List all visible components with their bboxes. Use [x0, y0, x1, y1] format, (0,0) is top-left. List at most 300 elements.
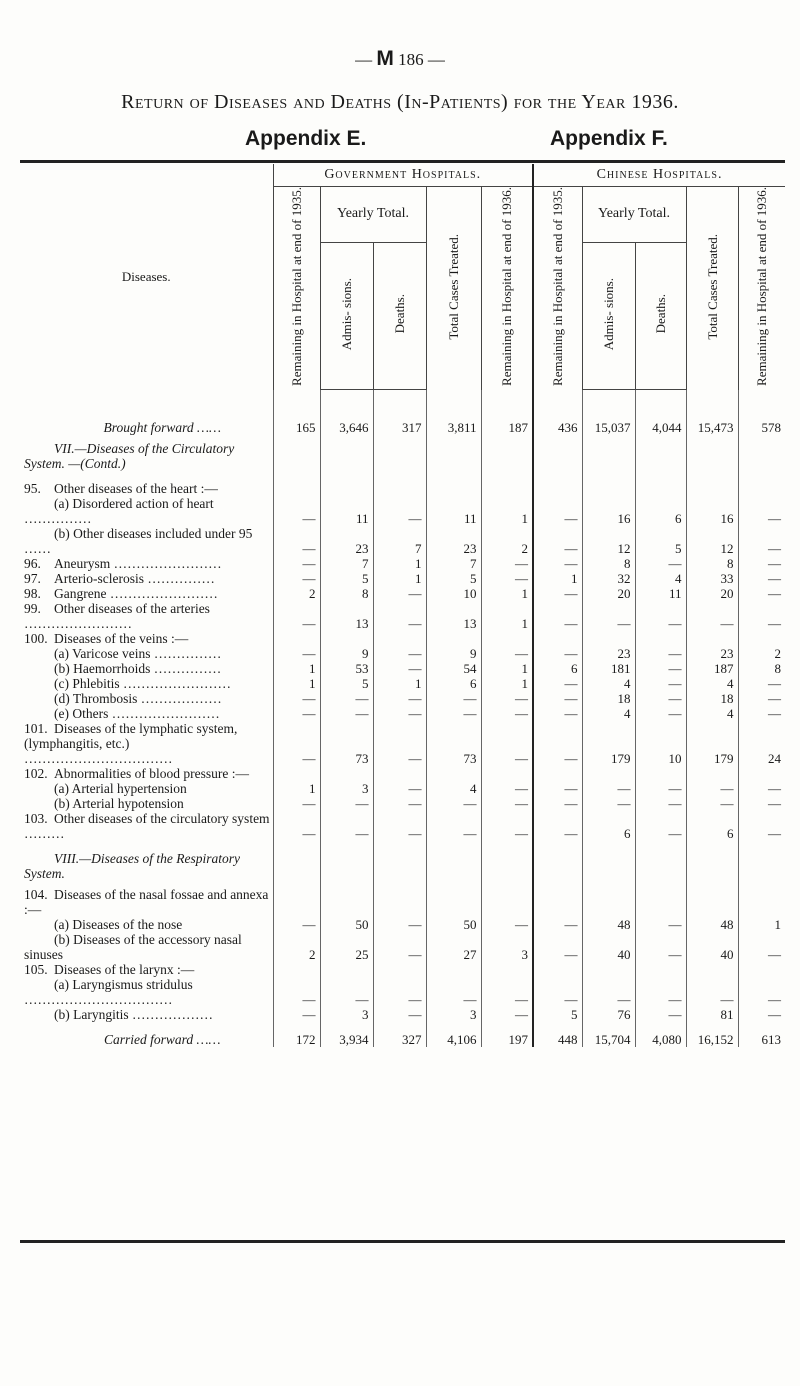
value-cell — [533, 481, 582, 496]
disease-cell — [20, 676, 273, 691]
disease-label: Abnormalities of blood pressure :— — [54, 766, 249, 782]
header-diseases: Diseases. — [121, 268, 171, 284]
value-cell: 18 — [582, 691, 635, 706]
disease-number: 105. — [24, 962, 48, 978]
value-cell — [582, 766, 635, 781]
value-cell — [533, 441, 582, 471]
value-cell: — — [320, 706, 373, 721]
value-cell: 6 — [426, 676, 481, 691]
value-cell: 76 — [582, 1007, 635, 1022]
value-cell: 18 — [686, 691, 738, 706]
spacer-row — [20, 1022, 785, 1032]
value-cell: — — [481, 917, 533, 932]
value-cell: 327 — [373, 1032, 426, 1047]
disease-cell — [20, 1032, 273, 1047]
disease-label: Other diseases of the circulatory system ……… — [24, 811, 270, 842]
value-cell: 50 — [320, 917, 373, 932]
value-cell: 32 — [582, 571, 635, 586]
value-cell: — — [635, 917, 686, 932]
value-cell — [635, 962, 686, 977]
value-cell: 4 — [582, 706, 635, 721]
value-cell — [481, 481, 533, 496]
value-cell: 5 — [320, 571, 373, 586]
value-cell: — — [533, 556, 582, 571]
value-cell — [582, 851, 635, 881]
disease-cell — [20, 646, 273, 661]
value-cell — [582, 631, 635, 646]
value-cell: 8 — [738, 661, 785, 676]
disease-number: 95. — [24, 481, 41, 497]
value-cell — [686, 851, 738, 881]
value-cell: — — [273, 496, 320, 526]
value-cell: 11 — [635, 586, 686, 601]
disease-cell — [20, 766, 273, 781]
disease-cell — [20, 441, 273, 471]
value-cell: — — [426, 706, 481, 721]
value-cell: — — [533, 721, 582, 766]
value-cell — [373, 631, 426, 646]
value-cell — [481, 441, 533, 471]
report-title: Return of Diseases and Deaths (In-Patients) for the Year 1936. — [121, 91, 679, 113]
value-cell — [373, 766, 426, 781]
value-cell — [635, 441, 686, 471]
disease-cell — [20, 631, 273, 646]
disease-label: (a) Varicose veins …………… — [54, 646, 222, 662]
header-gov-remaining-1935: Remaining in Hospital at end of 1935. — [273, 187, 320, 390]
value-cell: 181 — [582, 661, 635, 676]
disease-label: Diseases of the veins :— — [54, 631, 189, 647]
value-cell: 4 — [635, 571, 686, 586]
value-cell: 1 — [373, 676, 426, 691]
value-cell: — — [582, 977, 635, 1007]
value-cell — [533, 851, 582, 881]
appendix-e-label: Appendix E. — [245, 127, 367, 150]
value-cell — [373, 441, 426, 471]
bottom-rule — [20, 1240, 785, 1243]
spacer-row — [20, 471, 785, 481]
value-cell: — — [635, 932, 686, 962]
value-cell: — — [533, 646, 582, 661]
value-cell: — — [273, 1007, 320, 1022]
value-cell: — — [635, 601, 686, 631]
value-cell — [481, 631, 533, 646]
value-cell: — — [481, 706, 533, 721]
value-cell — [273, 851, 320, 881]
value-cell: 1 — [373, 556, 426, 571]
disease-cell — [20, 481, 273, 496]
value-cell — [373, 851, 426, 881]
disease-label: Diseases of the lymphatic system, (lymphangitis, etc.) …………………………… — [24, 721, 238, 767]
value-cell — [426, 441, 481, 471]
disease-label: Brought forward …… — [103, 420, 222, 436]
header-chi-admissions: Admis- sions. — [582, 242, 635, 390]
value-cell: 4 — [582, 676, 635, 691]
value-cell: — — [635, 811, 686, 841]
disease-cell — [20, 571, 273, 586]
value-cell — [582, 481, 635, 496]
value-cell: — — [481, 646, 533, 661]
value-cell: — — [373, 661, 426, 676]
table-row — [20, 571, 785, 586]
table-row — [20, 851, 785, 881]
disease-cell — [20, 1007, 273, 1022]
value-cell: — — [481, 796, 533, 811]
value-cell — [635, 631, 686, 646]
value-cell: 9 — [426, 646, 481, 661]
value-cell: — — [373, 796, 426, 811]
value-cell: 54 — [426, 661, 481, 676]
value-cell: 5 — [635, 526, 686, 556]
value-cell: — — [533, 796, 582, 811]
disease-number: 102. — [24, 766, 48, 782]
value-cell: 73 — [320, 721, 373, 766]
value-cell: 48 — [582, 917, 635, 932]
value-cell: 2 — [738, 646, 785, 661]
header-gov-total-cases: Total Cases Treated. — [426, 187, 481, 390]
disease-cell — [20, 917, 273, 932]
value-cell — [635, 481, 686, 496]
value-cell — [738, 481, 785, 496]
disease-label: (b) Arterial hypotension — [54, 796, 184, 812]
value-cell: — — [738, 496, 785, 526]
disease-number: 98. — [24, 586, 41, 602]
value-cell: — — [426, 796, 481, 811]
table-row — [20, 811, 785, 841]
value-cell: 16 — [582, 496, 635, 526]
value-cell — [686, 481, 738, 496]
value-cell: 8 — [582, 556, 635, 571]
disease-cell — [20, 420, 273, 435]
value-cell: — — [273, 706, 320, 721]
value-cell: 7 — [373, 526, 426, 556]
value-cell: 4,106 — [426, 1032, 481, 1047]
value-cell — [582, 962, 635, 977]
value-cell: 436 — [533, 420, 582, 435]
value-cell: 7 — [426, 556, 481, 571]
table-row — [20, 556, 785, 571]
disease-label: (a) Laryngismus stridulus …………………………… — [24, 977, 193, 1008]
value-cell — [320, 887, 373, 917]
value-cell: — — [273, 556, 320, 571]
value-cell: — — [635, 646, 686, 661]
page-number: — M 186 — — [355, 47, 445, 70]
value-cell: — — [686, 781, 738, 796]
value-cell: — — [738, 706, 785, 721]
value-cell — [426, 962, 481, 977]
value-cell: — — [738, 586, 785, 601]
value-cell: 4 — [686, 676, 738, 691]
value-cell — [738, 887, 785, 917]
value-cell: 1 — [373, 571, 426, 586]
disease-label: (a) Diseases of the nose — [54, 917, 183, 933]
value-cell: — — [635, 1007, 686, 1022]
value-cell: — — [738, 676, 785, 691]
value-cell: 16,152 — [686, 1032, 738, 1047]
value-cell: 1 — [481, 661, 533, 676]
value-cell: 11 — [426, 496, 481, 526]
value-cell — [273, 962, 320, 977]
value-cell: — — [481, 721, 533, 766]
table-row — [20, 781, 785, 796]
value-cell: — — [738, 691, 785, 706]
disease-cell — [20, 977, 273, 1007]
table-row — [20, 586, 785, 601]
disease-cell — [20, 851, 273, 881]
table-row — [20, 977, 785, 1007]
value-cell: — — [635, 781, 686, 796]
table-row — [20, 661, 785, 676]
value-cell: — — [426, 977, 481, 1007]
value-cell: — — [738, 556, 785, 571]
value-cell — [426, 887, 481, 917]
disease-cell — [20, 586, 273, 601]
table-row — [20, 481, 785, 496]
value-cell: 23 — [686, 646, 738, 661]
value-cell: — — [635, 691, 686, 706]
value-cell: — — [481, 1007, 533, 1022]
value-cell: 7 — [320, 556, 373, 571]
value-cell: 4 — [426, 781, 481, 796]
header-gov-deaths: Deaths. — [373, 242, 426, 390]
value-cell: — — [273, 571, 320, 586]
disease-label: (e) Others …………………… — [54, 706, 220, 722]
value-cell: 6 — [582, 811, 635, 841]
disease-label: (d) Thrombosis ……………… — [54, 691, 222, 707]
value-cell: — — [635, 796, 686, 811]
value-cell: 5 — [320, 676, 373, 691]
value-cell — [533, 962, 582, 977]
value-cell: — — [481, 781, 533, 796]
header-government-hospitals: Government Hospitals. — [273, 164, 533, 187]
value-cell: 3 — [320, 1007, 373, 1022]
table-row — [20, 962, 785, 977]
value-cell: 1 — [481, 676, 533, 691]
value-cell: — — [738, 977, 785, 1007]
value-cell: 5 — [426, 571, 481, 586]
value-cell: — — [320, 977, 373, 1007]
value-cell: 1 — [481, 496, 533, 526]
value-cell: 33 — [686, 571, 738, 586]
value-cell — [320, 766, 373, 781]
disease-cell — [20, 661, 273, 676]
value-cell: — — [373, 932, 426, 962]
disease-label: Diseases of the larynx :— — [54, 962, 195, 978]
value-cell: 40 — [582, 932, 635, 962]
value-cell: — — [533, 526, 582, 556]
table-row — [20, 721, 785, 766]
value-cell: 1 — [533, 571, 582, 586]
header-gov-yearly-total: Yearly Total. — [320, 187, 426, 243]
disease-number: 104. — [24, 887, 48, 903]
value-cell: — — [273, 526, 320, 556]
disease-cell — [20, 526, 273, 556]
value-cell: 578 — [738, 420, 785, 435]
value-cell: — — [533, 932, 582, 962]
value-cell: — — [738, 811, 785, 841]
disease-label: (b) Diseases of the accessory nasal sinuses — [24, 932, 242, 963]
disease-cell — [20, 811, 273, 841]
value-cell: — — [426, 811, 481, 841]
value-cell — [738, 631, 785, 646]
value-cell — [481, 962, 533, 977]
value-cell: — — [373, 586, 426, 601]
value-cell: 15,037 — [582, 420, 635, 435]
value-cell — [686, 766, 738, 781]
value-cell: 10 — [635, 721, 686, 766]
header-chi-remaining-1935: Remaining in Hospital at end of 1935. — [533, 187, 582, 390]
value-cell: — — [533, 781, 582, 796]
disease-number: 96. — [24, 556, 41, 572]
value-cell: 1 — [481, 601, 533, 631]
value-cell: 6 — [533, 661, 582, 676]
value-cell: — — [533, 676, 582, 691]
diseases-table — [20, 164, 785, 1047]
value-cell — [426, 766, 481, 781]
disease-label: (c) Phlebitis …………………… — [54, 676, 231, 692]
disease-cell — [20, 706, 273, 721]
disease-cell — [20, 796, 273, 811]
disease-label: Aneurysm …………………… — [54, 556, 222, 572]
table-body — [20, 390, 785, 1048]
value-cell: — — [582, 796, 635, 811]
value-cell — [373, 481, 426, 496]
value-cell: — — [320, 691, 373, 706]
value-cell: 179 — [582, 721, 635, 766]
value-cell: 15,704 — [582, 1032, 635, 1047]
value-cell: 20 — [582, 586, 635, 601]
value-cell: 10 — [426, 586, 481, 601]
value-cell — [320, 851, 373, 881]
value-cell: — — [273, 917, 320, 932]
value-cell: — — [738, 932, 785, 962]
value-cell: 6 — [635, 496, 686, 526]
disease-cell — [20, 601, 273, 631]
value-cell: 53 — [320, 661, 373, 676]
header-gov-admissions: Admis- sions. — [320, 242, 373, 390]
value-cell: — — [635, 661, 686, 676]
spacer-row — [20, 841, 785, 851]
value-cell: — — [533, 601, 582, 631]
value-cell: 5 — [533, 1007, 582, 1022]
value-cell — [686, 631, 738, 646]
value-cell — [373, 887, 426, 917]
value-cell — [738, 441, 785, 471]
value-cell: — — [273, 811, 320, 841]
value-cell: 1 — [273, 781, 320, 796]
table-row — [20, 887, 785, 917]
value-cell: 23 — [582, 646, 635, 661]
disease-number: 101. — [24, 721, 48, 737]
value-cell — [273, 887, 320, 917]
value-cell: — — [582, 601, 635, 631]
value-cell: — — [533, 977, 582, 1007]
value-cell: 48 — [686, 917, 738, 932]
table-row — [20, 932, 785, 962]
value-cell — [635, 887, 686, 917]
table-row — [20, 646, 785, 661]
value-cell: 3,646 — [320, 420, 373, 435]
value-cell: — — [635, 676, 686, 691]
value-cell: 23 — [426, 526, 481, 556]
value-cell: 3 — [481, 932, 533, 962]
value-cell: 16 — [686, 496, 738, 526]
value-cell: — — [533, 811, 582, 841]
value-cell: — — [373, 706, 426, 721]
value-cell: — — [533, 496, 582, 526]
header-chi-remaining-1936: Remaining in Hospital at end of 1936. — [738, 187, 785, 390]
value-cell: 2 — [481, 526, 533, 556]
header-chi-yearly-total: Yearly Total. — [582, 187, 686, 243]
value-cell — [320, 481, 373, 496]
value-cell: — — [373, 811, 426, 841]
value-cell: — — [481, 556, 533, 571]
spacer-row — [20, 390, 785, 421]
value-cell: 1 — [273, 676, 320, 691]
value-cell: — — [273, 796, 320, 811]
value-cell: — — [373, 1007, 426, 1022]
value-cell: — — [373, 781, 426, 796]
value-cell: 12 — [582, 526, 635, 556]
value-cell — [738, 851, 785, 881]
value-cell: — — [273, 977, 320, 1007]
header-chi-deaths: Deaths. — [635, 242, 686, 390]
disease-label: Gangrene …………………… — [54, 586, 218, 602]
value-cell — [582, 441, 635, 471]
value-cell — [582, 887, 635, 917]
value-cell: 8 — [320, 586, 373, 601]
value-cell — [738, 766, 785, 781]
value-cell: 13 — [320, 601, 373, 631]
table-row — [20, 1032, 785, 1047]
value-cell — [738, 962, 785, 977]
value-cell: — — [738, 571, 785, 586]
value-cell: 187 — [686, 661, 738, 676]
disease-label: VII.—Diseases of the Circulatory System. —(Contd.) — [24, 441, 235, 472]
value-cell: 317 — [373, 420, 426, 435]
value-cell: — — [373, 721, 426, 766]
value-cell: 3,934 — [320, 1032, 373, 1047]
value-cell: 9 — [320, 646, 373, 661]
value-cell — [686, 962, 738, 977]
value-cell — [273, 631, 320, 646]
value-cell: — — [582, 781, 635, 796]
value-cell: — — [373, 977, 426, 1007]
value-cell: 50 — [426, 917, 481, 932]
value-cell: 27 — [426, 932, 481, 962]
value-cell: — — [373, 496, 426, 526]
value-cell: 1 — [481, 586, 533, 601]
disease-label: (b) Other diseases included under 95 …… — [24, 526, 253, 557]
value-cell — [481, 887, 533, 917]
value-cell — [686, 441, 738, 471]
value-cell: — — [738, 1007, 785, 1022]
value-cell — [426, 481, 481, 496]
disease-cell — [20, 496, 273, 526]
value-cell: 11 — [320, 496, 373, 526]
value-cell: — — [533, 706, 582, 721]
value-cell: 4,044 — [635, 420, 686, 435]
value-cell: 81 — [686, 1007, 738, 1022]
disease-label: (b) Laryngitis ……………… — [54, 1007, 213, 1023]
table-row — [20, 917, 785, 932]
value-cell: — — [533, 917, 582, 932]
value-cell: — — [635, 977, 686, 1007]
value-cell: — — [373, 691, 426, 706]
table-row — [20, 691, 785, 706]
disease-cell — [20, 887, 273, 917]
value-cell: — — [273, 691, 320, 706]
disease-number: 99. — [24, 601, 41, 617]
